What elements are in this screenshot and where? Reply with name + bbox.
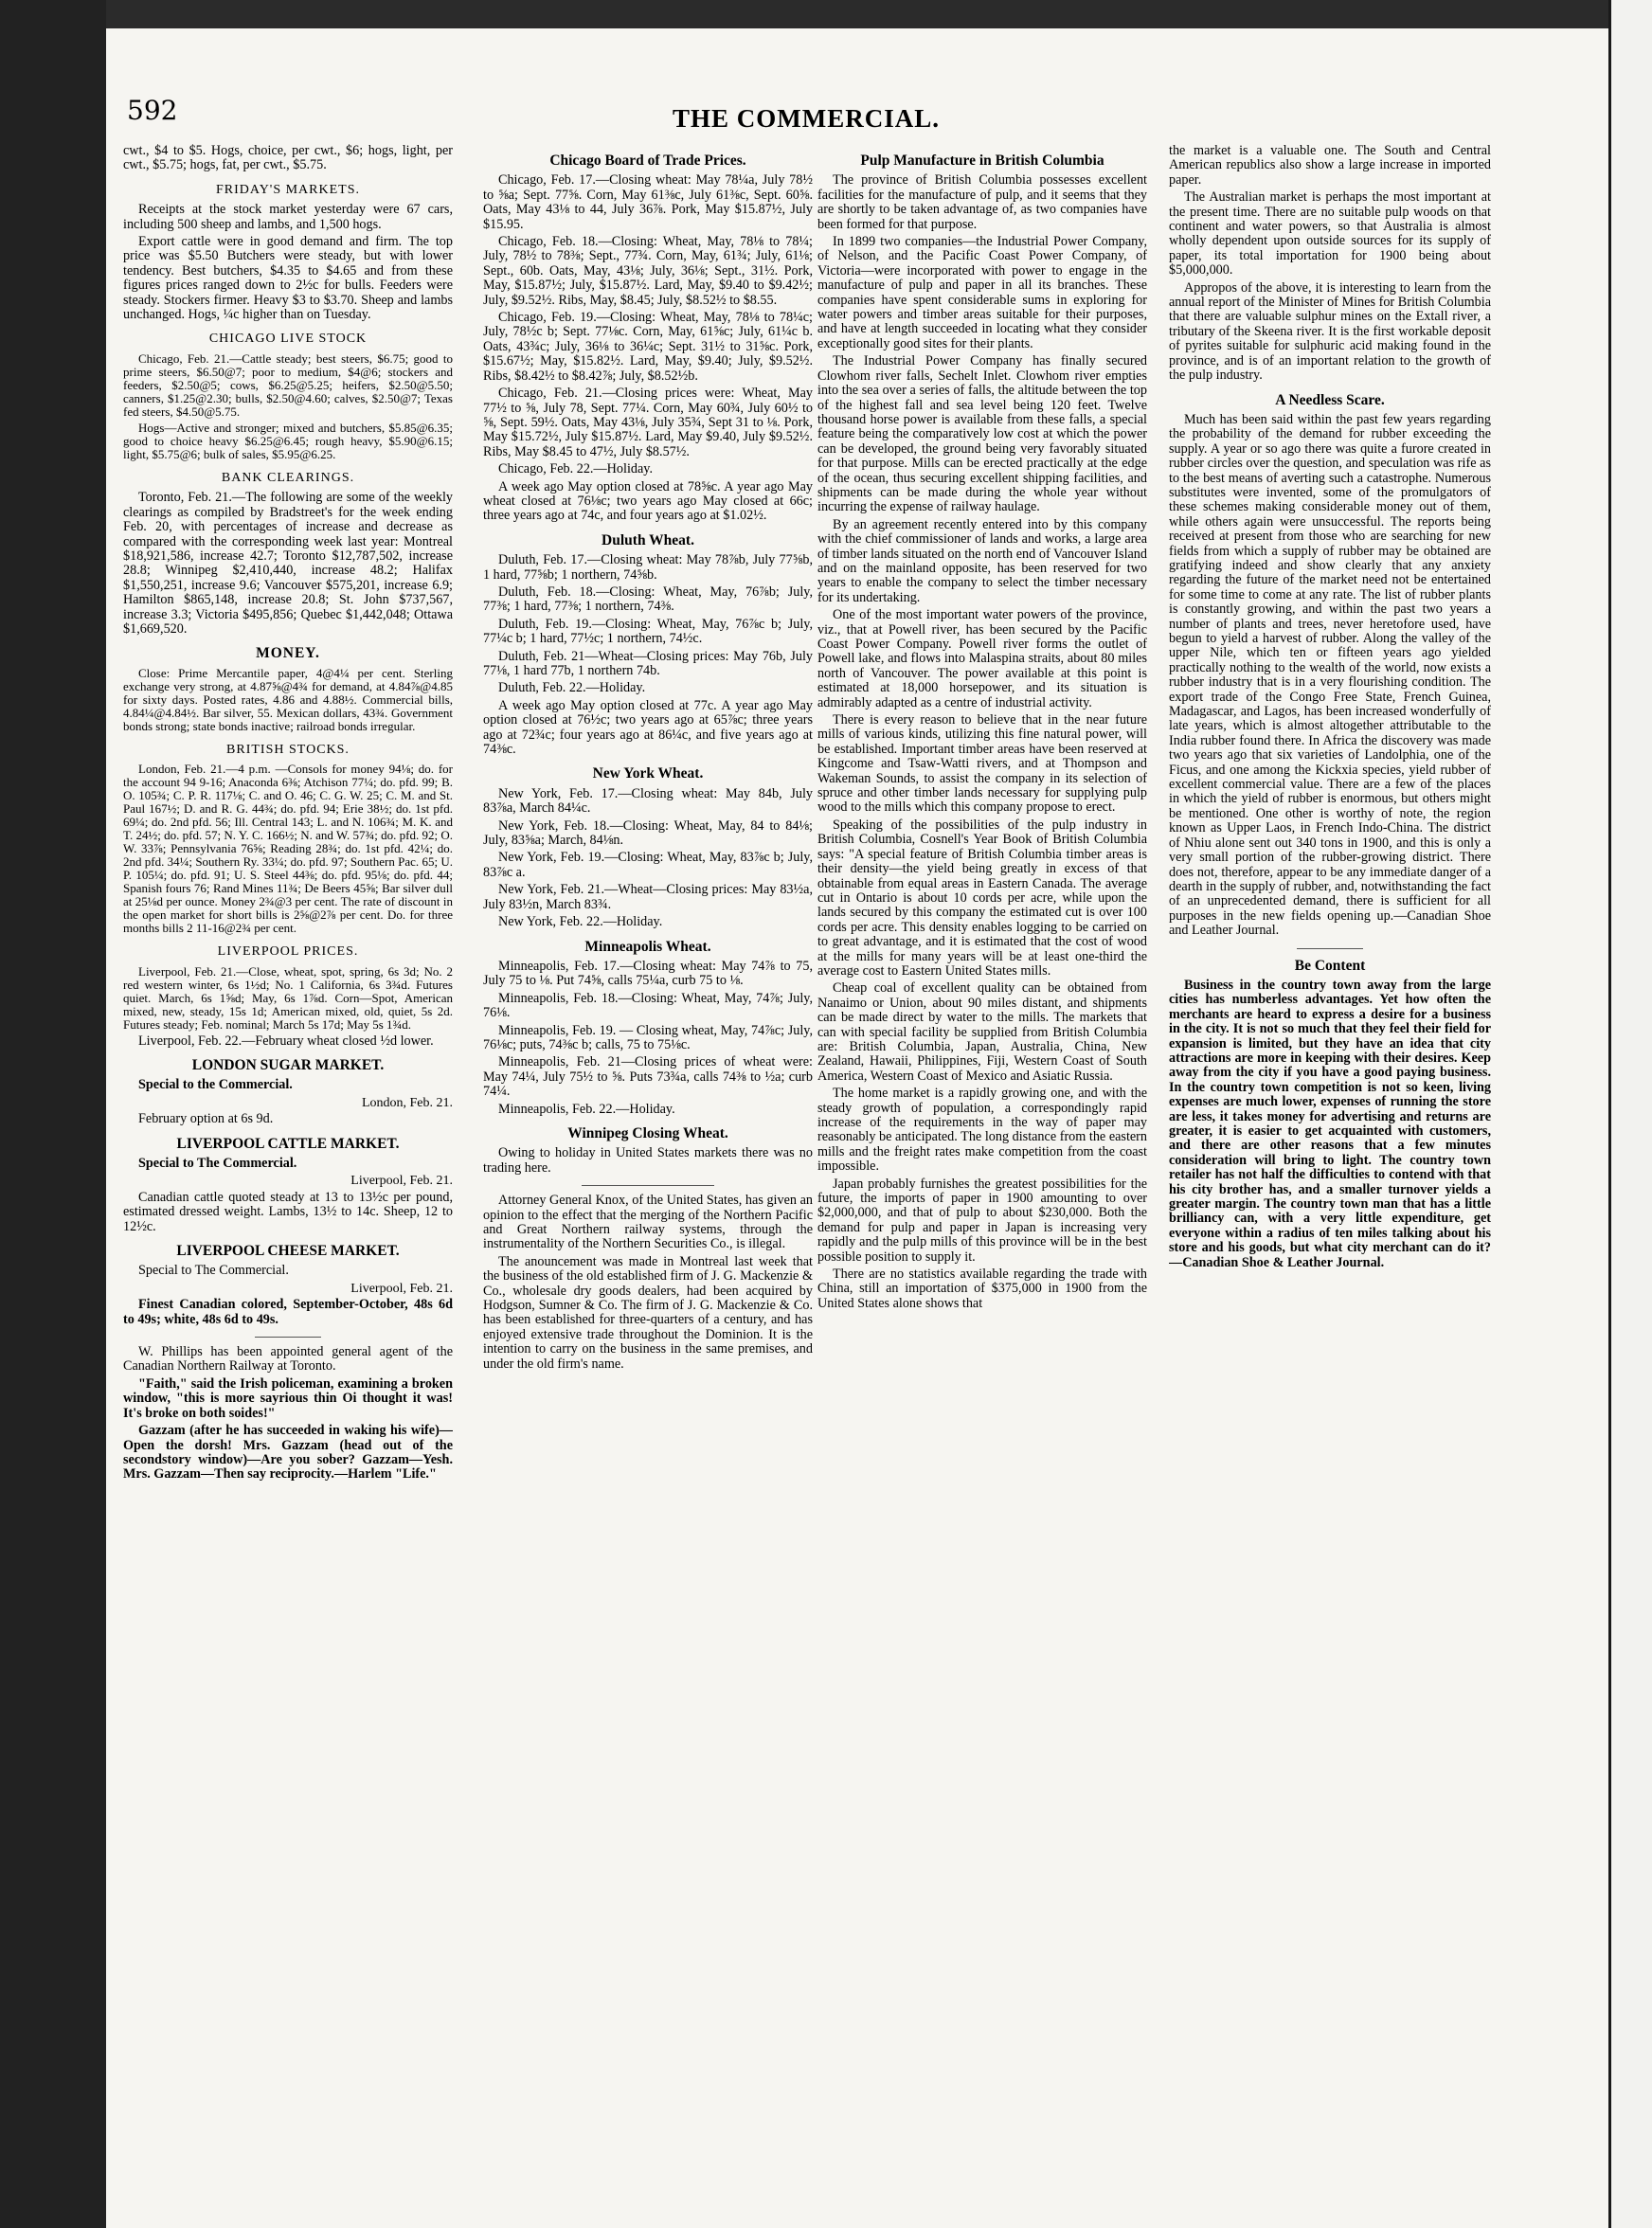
paragraph: Much has been said within the past few years regarding the probability of the demand for rubber exceeding the supply. A year or so ago there was quite a furore created in rubber circles over the question, and speculation was rife as to the best means of averting such a catastrophe. Numerous substitutes were invented, some of the promulgators of these schemes making considerable money out of them, while others again were unsuccessful. The reports being received at present from those who are searching for new fields from which a supply of rubber may be obtained are gratifying indeed and show clearly that any anxiety regarding the future of the market need not be entertained for some time to come at any rate. The list of rubber plants is constantly growing, and within the past two years a number of plants and trees, never heretofore used, have begun to yield a harvest of rubber. Along the valley of the upper Nile, which ten or fifteen years ago yielded practically nothing to the wealth of the world, now exists a rubber industry that is in a very flourishing condition. The export trade of the Congo Free State, French Guinea, Madagascar, and Lagos, has been increased wonderfully of late years, which is almost altogether attributable to the India rubber found there. In Africa the discovery was made two years ago that six varieties of Landolphia, one of the Ficus, and one among the Kickxia species, yield rubber of excellent commercial value. There are a few of the places in which the yield of rubber is enormous, but others might be mentioned. One other is worthy of note, the region known as Upper Laos, in French Indo-China. The district of Nhiu alone sent out 340 tons in 1900, and this is only a very small portion of the rubber-growing district. There does not, therefore, appear to be any immediate danger of a dearth in the supply of rubber, and, notwithstanding the fact of an unprecedented demand, there is sufficient for all purposes in the new fields opening up.—Canadian Shoe and Leather Journal. [1169, 411, 1491, 939]
paragraph: Minneapolis, Feb. 18.—Closing: Wheat, May, 74⅞; July, 76⅛. [483, 990, 813, 1021]
paragraph: The anouncement was made in Montreal last week that the business of the old established firm of J. G. Mackenzie & Co., wholesale dry goods dealers, had been acquired by Hodgson, Sumner & Co. The firm of J. G. Mackenzie & Co. has been established for three-quarters of a century, and has enjoyed extensive trade throughout the Dominion. It is the intention to carry on the business in the same premises, and under the old firm's name. [483, 1253, 813, 1372]
special-note: Special to The Commercial. [138, 1263, 289, 1279]
paragraph: New York, Feb. 18.—Closing: Wheat, May, 84 to 84⅛; July, 83⅝a; March, 84⅛n. [483, 818, 813, 849]
paragraph: Duluth, Feb. 17.—Closing wheat: May 78⅞b, July 77⅝b, 1 hard, 77⅝b; 1 northern, 74⅝b. [483, 552, 813, 583]
paragraph: There is every reason to believe that in the near future mills of various kinds, utilizing this fine natural power, will be established. Important timber areas have been reserved at Kingcome and Tsaw-Watti rivers, and at Thompson and Wakeman Sounds, to assist the company in its selection of spruce and other timber lands necessary for supplying pulp wood to the mills which this company propose to erect. [817, 712, 1147, 816]
chicago-board-section [483, 153, 813, 524]
paragraph: Hogs—Active and stronger; mixed and butchers, $5.85@6.35; good to choice heavy $6.25@6.45; rough heavy, $5.90@6.15; light, $5.75@6; bulk of sales, $5.95@6.25. [123, 420, 453, 461]
be-content-article [1169, 959, 1491, 1271]
paragraph: London, Feb. 21.—4 p.m. —Consols for money 94⅛; do. for the account 94 9-16; Anaconda 6⅜; Atchison 77¼; do. pfd. 99; B. O. 105¾; C. P. R. 117⅛; C. and O. 46; C. G. W. 25; C. M. and St. Paul 167½; D. and R. G. 44¾; do. pfd. 94; Erie 38½; do. 1st pfd. 69¼; do. 2nd pfd. 56; Ill. Central 143; L. and N. 106¾; M. K. and T. 24½; do. pfd. 57; N. Y. C. 166½; N. and W. 57¾; do. pfd. 92; O. W. 33⅞; Pennsylvania 76⅝; Reading 28¾; do. 1st pfd. 42¼; do. 2nd pfd. 34¼; Southern Ry. 33¼; do. pfd. 97; Southern Pac. 65; U. P. 105¼; do. pfd. 91; U. S. Steel 44⅜; do. pfd. 95⅛; do. pfd. 44; Spanish fours 76; Rand Mines 11¾; De Beers 45⅝; Bar silver dull at 25⅛d per ounce. Money 2¾@3 per cent. The rate of discount in the open market for short bills is 2⅝@2⅞ per cent. Do. for three months bills 2 11-16@2¾ per cent. [123, 762, 453, 936]
special-note: Special to The Commercial. [138, 1156, 297, 1171]
paragraph: Close: Prime Mercantile paper, 4@4¼ per cent. Sterling exchange very strong, at 4.87⅝@4¾ for demand, at 4.84⅞@4.85 for sixty days. Posted rates, 4.86 and 4.88½. Commercial bills, 4.84¼@4.84½. Bar silver, 55. Mexican dollars, 43¾. Government bonds strong; state bonds inactive; railroad bonds irregular. [123, 665, 453, 733]
divider [255, 1337, 321, 1338]
paragraph: Minneapolis, Feb. 21—Closing prices of wheat were: May 74¼, July 75½ to ⅝. Puts 73¾a, calls 74⅜ to ½a; curb 74¼. [483, 1054, 813, 1100]
minneapolis-wheat-section [483, 940, 813, 1117]
paragraph: In 1899 two companies—the Industrial Power Company, of Nelson, and the Pacific Coast Power Company, of Victoria—were incorporated with power to engage in the manufacture of pulp and paper in all its branches. These companies have spent considerable sums in exploring for water powers and timber areas suitable for their purposes, and have at length succeeded in locating what they consider exceptionally good sites for their plants. [817, 234, 1147, 351]
paragraph: By an agreement recently entered into by this company with the chief commissioner of lands and works, a large area of timber lands situated on the north end of Vancouver Island and on the mainland opposite, has been reserved for two years to enable the company to select the timber necessary for its undertaking. [817, 516, 1147, 605]
paragraph: Attorney General Knox, of the United States, has given an opinion to the effect that the merging of the Northern Pacific and Great Northern railway systems, through the instrumentality of the Northern Securities Co., is illegal. [483, 1193, 813, 1252]
article-heading: A Needless Scare. [1275, 391, 1385, 408]
british-stocks-section [123, 743, 453, 935]
section-heading: Chicago Board of Trade Prices. [549, 153, 746, 169]
section-heading: LIVERPOOL CATTLE MARKET. [176, 1135, 400, 1152]
fridays-markets-heading: FRIDAY'S MARKETS. [215, 182, 361, 197]
column-2 [483, 144, 813, 2171]
chicago-live-stock-section [123, 332, 453, 460]
paragraph: W. Phillips has been appointed general agent of the Canadian Northern Railway at Toronto. [123, 1344, 453, 1375]
london-sugar-section [123, 1058, 453, 1127]
paragraph: Chicago, Feb. 17.—Closing wheat: May 78¼a, July 78½ to ⅝a; Sept. 77⅝. Corn, May 61⅜c, July 61⅜c, Sept. 60⅝. Oats, May 43⅛ to 44, July 36⅞. Pork, May $15.87½, July $15.95. [483, 172, 813, 232]
adjacent-page-edge [1608, 0, 1652, 2228]
column-4 [1169, 144, 1491, 2171]
section-heading: Minneapolis Wheat. [584, 938, 711, 955]
section-heading: Winnipeg Closing Wheat. [567, 1124, 728, 1141]
paragraph: Duluth, Feb. 22.—Holiday. [498, 680, 646, 696]
paragraph: Owing to holiday in United States markets there was no trading here. [483, 1145, 813, 1176]
paragraph: Chicago, Feb. 21.—Cattle steady; best steers, $6.75; good to prime steers, $6.50@7; poor to medium, $4@6; stockers and feeders, $2.50@5; cows, $6.25@5.25; heifers, $2.50@5.50; canners, $1.25@2.30; bulls, $2.50@4.60; calves, $2.50@7; Texas fed steers, $4.50@5.75. [123, 350, 453, 419]
paragraph: Minneapolis, Feb. 19. — Closing wheat, May, 74⅞c; July, 76⅛c; puts, 74⅜c b; calls, 75 to 75⅛c. [483, 1022, 813, 1052]
article-heading: Pulp Manufacture in British Columbia [860, 153, 1104, 169]
paragraph: Minneapolis, Feb. 17.—Closing wheat: May 74⅞ to 75, July 75 to ⅛. Put 74⅝, calls 75¼a, curb 75 to ⅛. [483, 958, 813, 989]
paragraph: New York, Feb. 19.—Closing: Wheat, May, 83⅞c b; July, 83⅞c a. [483, 850, 813, 880]
page-number: 592 [127, 95, 178, 126]
paragraph: Minneapolis, Feb. 22.—Holiday. [498, 1101, 675, 1117]
divider [1297, 948, 1363, 949]
section-heading: CHICAGO LIVE STOCK [208, 332, 368, 347]
paragraph: Toronto, Feb. 21.—The following are some of the weekly clearings as compiled by Bradstreet's for the week ending Feb. 20, with percentages of increase and decrease as compared with the corresponding week last year: Montreal $18,921,586, increase 42.7; Toronto $12,787,502, increase 28.8; Winnipeg $2,410,440, increase 48.2; Halifax $1,550,251, increase 9.6; Vancouver $575,201, increase 6.9; Hamilton $865,148, increase 20.8; St. John $737,567, increase 3.3; Victoria $495,856; Quebec $1,442,048; Ottawa $1,669,520. [123, 490, 453, 637]
paragraph: Duluth, Feb. 18.—Closing: Wheat, May, 76⅞b; July, 77⅜; 1 hard, 77⅜; 1 northern, 74⅜. [483, 584, 813, 615]
paragraph: Duluth, Feb. 19.—Closing: Wheat, May, 76⅞c b; July, 77¼c b; 1 hard, 77½c; 1 northern, 74½c. [483, 616, 813, 647]
dateline: Liverpool, Feb. 21. [350, 1281, 453, 1296]
masthead: THE COMMERCIAL. [673, 104, 941, 133]
pulp-article-continued [1169, 144, 1491, 384]
money-section [123, 646, 453, 732]
section-heading: LIVERPOOL PRICES. [217, 944, 359, 960]
section-heading: BRITISH STOCKS. [226, 742, 350, 757]
paragraph: The home market is a rapidly growing one, and with the steady growth of population, a correspondingly rapid increase of the requirements in the way of paper may reasonably be anticipated. The long distance from the eastern mills and the freight rates make competition from the coast impossible. [817, 1086, 1147, 1175]
paragraph: New York, Feb. 21.—Wheat—Closing prices: May 83½a, July 83½n, March 83¾. [483, 882, 813, 912]
liverpool-cheese-section [123, 1244, 453, 1327]
paragraph: Finest Canadian colored, September-October, 48s 6d to 49s; white, 48s 6d to 49s. [123, 1297, 453, 1327]
paragraph: There are no statistics available regarding the trade with China, still an importation of $375,000 in 1900 from the United States alone shows that [817, 1267, 1147, 1311]
news-items-section [483, 1194, 813, 1372]
live-stock-report [123, 144, 453, 322]
divider [582, 1185, 714, 1186]
liverpool-cattle-section [123, 1137, 453, 1234]
section-heading: Duluth Wheat. [602, 531, 694, 548]
paragraph: the market is a valuable one. The South and Central American republics also show a large increase in imported paper. [1169, 144, 1491, 188]
liverpool-prices-section [123, 944, 453, 1049]
paragraph: The province of British Columbia possesses excellent facilities for the manufacture of pulp, and it seems that they are shortly to be taken advantage of, as two companies have been formed for that purpose. [817, 172, 1147, 232]
paragraph: Chicago, Feb. 18.—Closing: Wheat, May, 78⅛ to 78¼; July, 78½ to 78⅜; Sept., 77¾. Corn, May, 61¾; July, 61⅛; Sept., 60b. Oats, May, 43⅛; July, 36⅛; Sept., 31½. Pork, May, $15.87½; July, $15.87½. Lard, May, $9.40 to $9.42½; July, $9.52½. Ribs, May, $8.45; July, $8.52½ to $8.55. [483, 234, 813, 308]
section-heading: MONEY. [256, 645, 320, 662]
paragraph: Business in the country town away from the large cities has numberless advantages. Yet how often the merchants are heard to express a desire for a business in the city. It is not so much that they feel their field for expansion is limited, but they have an idea that city attractions are more in keeping with their desires. Keep away from the city if you have a good paying business. In the country town competition is not so keen, living expenses are much lower, expenses of running the store are less, it takes money for advertising and returns are greater, it is easier to get acquainted with customers, and there are other reasons that a few minutes consideration will bring to light. The country town retailer has not half the difficulties to contend with that his city brother has, and a smaller turnover yields a greater margin. The country town man that has a little brilliancy can, with a very little expenditure, get everyone within a radius of ten miles talking about his store and his goods, but what city merchant can do it?—Canadian Shoe & Leather Journal. [1169, 977, 1491, 1270]
paragraph: Receipts at the stock market yesterday were 67 cars, including 500 sheep and lambs, and 1,500 hogs. [123, 202, 453, 232]
paragraph: Appropos of the above, it is interesting to learn from the annual report of the Minister of Mines for British Columbia that there are valuable sulphur mines on the Extall river, a tributary of the Skeena river. It is the first workable deposit of pyrites suitable for sulphuric acid making found in the province, and is of an important relation to the growth of the pulp industry. [1169, 279, 1491, 384]
column-3 [817, 144, 1147, 2171]
paragraph: Cheap coal of excellent quality can be obtained from Nanaimo or Union, about 90 miles distant, and shipments can be made direct by water to the mills. The markets that can with special facility be supplied from British Columbia are: British Columbia, Japan, Australia, China, New Zealand, Hawaii, Philippines, Fiji, Western Coast of South America, Western Coast of Mexico and Asiatic Russia. [817, 980, 1147, 1084]
paragraph: "Faith," said the Irish policeman, examining a broken window, "this is more sayrious thin Oi thought it was! It's broke on both soides!" [123, 1375, 453, 1421]
column-1 [123, 144, 453, 2171]
special-note: Special to the Commercial. [138, 1077, 293, 1093]
paragraph: A week ago May option closed at 78⅝c. A year ago May wheat closed at 76⅛c; two years ago May closed at 66c; three years ago at 74c, and four years ago at $1.02½. [483, 478, 813, 524]
paragraph: Gazzam (after he has succeeded in waking his wife)—Open the dorsh! Mrs. Gazzam (head out of the secondstory window)—Are you sober? Gazzam—Yesh. Mrs. Gazzam—Then say reciprocity.—Harlem "Life." [123, 1423, 453, 1482]
paragraph: Canadian cattle quoted steady at 13 to 13½c per pound, estimated dressed weight. Lambs, 13½ to 14c. Sheep, 12 to 12½c. [123, 1189, 453, 1234]
paragraph: February option at 6s 9d. [138, 1111, 274, 1127]
paragraph: Duluth, Feb. 21—Wheat—Closing prices: May 76b, July 77⅛, 1 hard 77b, 1 northern 74b. [483, 648, 813, 678]
needless-scare-article [1169, 393, 1491, 939]
paragraph: New York, Feb. 22.—Holiday. [498, 914, 663, 930]
section-heading: New York Wheat. [592, 765, 704, 782]
paragraph: A week ago May option closed at 77c. A year ago May option closed at 76½c; two years ago at 65⅞c; three years ago at 72¾c; four years ago at 86¼c, and five years ago at 74⅜c. [483, 697, 813, 758]
scan-background-left [0, 0, 106, 2228]
paragraph: Liverpool, Feb. 21.—Close, wheat, spot, spring, 6s 3d; No. 2 red western winter, 6s 1½d; No. 1 California, 6s 3¾d. Futures quiet. March, 6s 1⅝d; May, 6s 1⅞d. Corn—Spot, American mixed, new, steady, 15s 1d; American mixed, old, quiet, 5s 2d. Futures steady; Feb. nominal; March 5s 17d; May 5s 1¾d. [123, 963, 453, 1032]
paragraph: Export cattle were in good demand and firm. The top price was $5.50 Butchers were steady, but with lower tendency. Best butchers, $4.35 to $4.65 and from these figures prices ranged down to 2½c for bulls. Feeders were steady. Stockers firmer. Heavy $3 to $3.70. Sheep and lambs unchanged. Hogs, ¼c higher than on Tuesday. [123, 234, 453, 323]
duluth-wheat-section [483, 533, 813, 758]
pulp-manufacture-article [817, 153, 1147, 1311]
section-heading: LIVERPOOL CHEESE MARKET. [176, 1243, 400, 1260]
bank-clearings-section [123, 471, 453, 637]
paragraph: One of the most important water powers of the province, viz., that at Powell river, has been secured by the Pacific Coast Power Company. Powell river forms the outlet of Powell lake, and flows into Malaspina straits, about 80 miles north of Vancouver. The power available at this point is estimated at 18,000 horsepower, and its situation is admirably adapted as a centre of industrial activity. [817, 607, 1147, 710]
paragraph: Chicago, Feb. 22.—Holiday. [498, 461, 654, 477]
paragraph: The Australian market is perhaps the most important at the present time. There are no suitable pulp woods on that continent and water powers, so that Australia is almost wholly dependent upon outside sources for its supply of paper, its total importation for 1900 being about $5,000,000. [1169, 189, 1491, 278]
miscellany-section [123, 1345, 453, 1482]
paragraph: cwt., $4 to $5. Hogs, choice, per cwt., $6; hogs, light, per cwt., $5.75; hogs, fat, per cwt., $5.75. [123, 144, 453, 173]
winnipeg-wheat-section [483, 1126, 813, 1176]
paragraph: New York, Feb. 17.—Closing wheat: May 84b, July 83⅞a, March 84¼c. [483, 785, 813, 817]
paragraph: Liverpool, Feb. 22.—February wheat closed ½d lower. [138, 1033, 434, 1049]
dateline: Liverpool, Feb. 21. [350, 1174, 453, 1189]
dateline: London, Feb. 21. [361, 1095, 453, 1110]
paragraph: Chicago, Feb. 21.—Closing prices were: Wheat, May 77½ to ⅝, July 78, Sept. 77¼. Corn, May 60¾, July 60½ to ⅝, Sept. 59½. Oats, May 43⅛, July 35¾, Sept 31 to ⅛. Pork, May $15.72½, July $15.87½. Lard, May $9.40, July $9.52½. Ribs, May $8.45 to 47½, July $8.57½. [483, 386, 813, 459]
article-heading: Be Content [1294, 957, 1366, 974]
paragraph: Japan probably furnishes the greatest possibilities for the future, the imports of paper in 1900 amounting to over $2,000,000, and that of pulp to about $230,000. Both the demand for pulp and paper in Japan is increasing very rapidly and the pulp mills of this province will be in the best possible position to supply it. [817, 1176, 1147, 1265]
paragraph: Speaking of the possibilities of the pulp industry in British Columbia, Cosnell's Year Book of British Columbia says: "A special feature of British Columbia timber areas is their density—the yield being greatly in excess of that obtainable from equal areas in Eastern Canada. The average cut in Ontario is about 10 cords per acre, while upon the lands secured by this company the estimated cut is over 100 cords per acre. This density enables logging to be carried on to great advantage, and it is estimated that the cost of wood at the mills for many years will be at least one-third the average cost to Eastern United States mills. [817, 817, 1147, 979]
new-york-wheat-section [483, 766, 813, 929]
section-heading: LONDON SUGAR MARKET. [191, 1056, 385, 1073]
paragraph: Chicago, Feb. 19.—Closing: Wheat, May, 78⅛ to 78¼c; July, 78½c b; Sept. 77⅛c. Corn, May, 61⅝c; July, 61¼c b. Oats, 43¾c; July, 36⅛ to 36¼c; Sept. 31½ to 31⅝c. Pork, $15.67½; May, $15.82½. Lard, May, $9.40; July, $9.52½. Ribs, $8.42½ to $8.42⅞; July, $8.52½b. [483, 310, 813, 384]
section-heading: BANK CLEARINGS. [221, 470, 355, 485]
paragraph: The Industrial Power Company has finally secured Clowhom river falls, Sechelt Inlet. Clowhom river empties into the sea over a series of falls, the altitude between the top of the highest fall and sea level being 120 feet. Twelve thousand horse power is available from these falls, a special feature being the comparatively low cost at which the power can be developed, the ground being very favorably situated for that purpose. Mills can be erected practically at the edge of the ocean, thus securing excellent shipping facilities, and shipments can be made during the whole year without incurring the expense of railway haulage. [817, 353, 1147, 515]
